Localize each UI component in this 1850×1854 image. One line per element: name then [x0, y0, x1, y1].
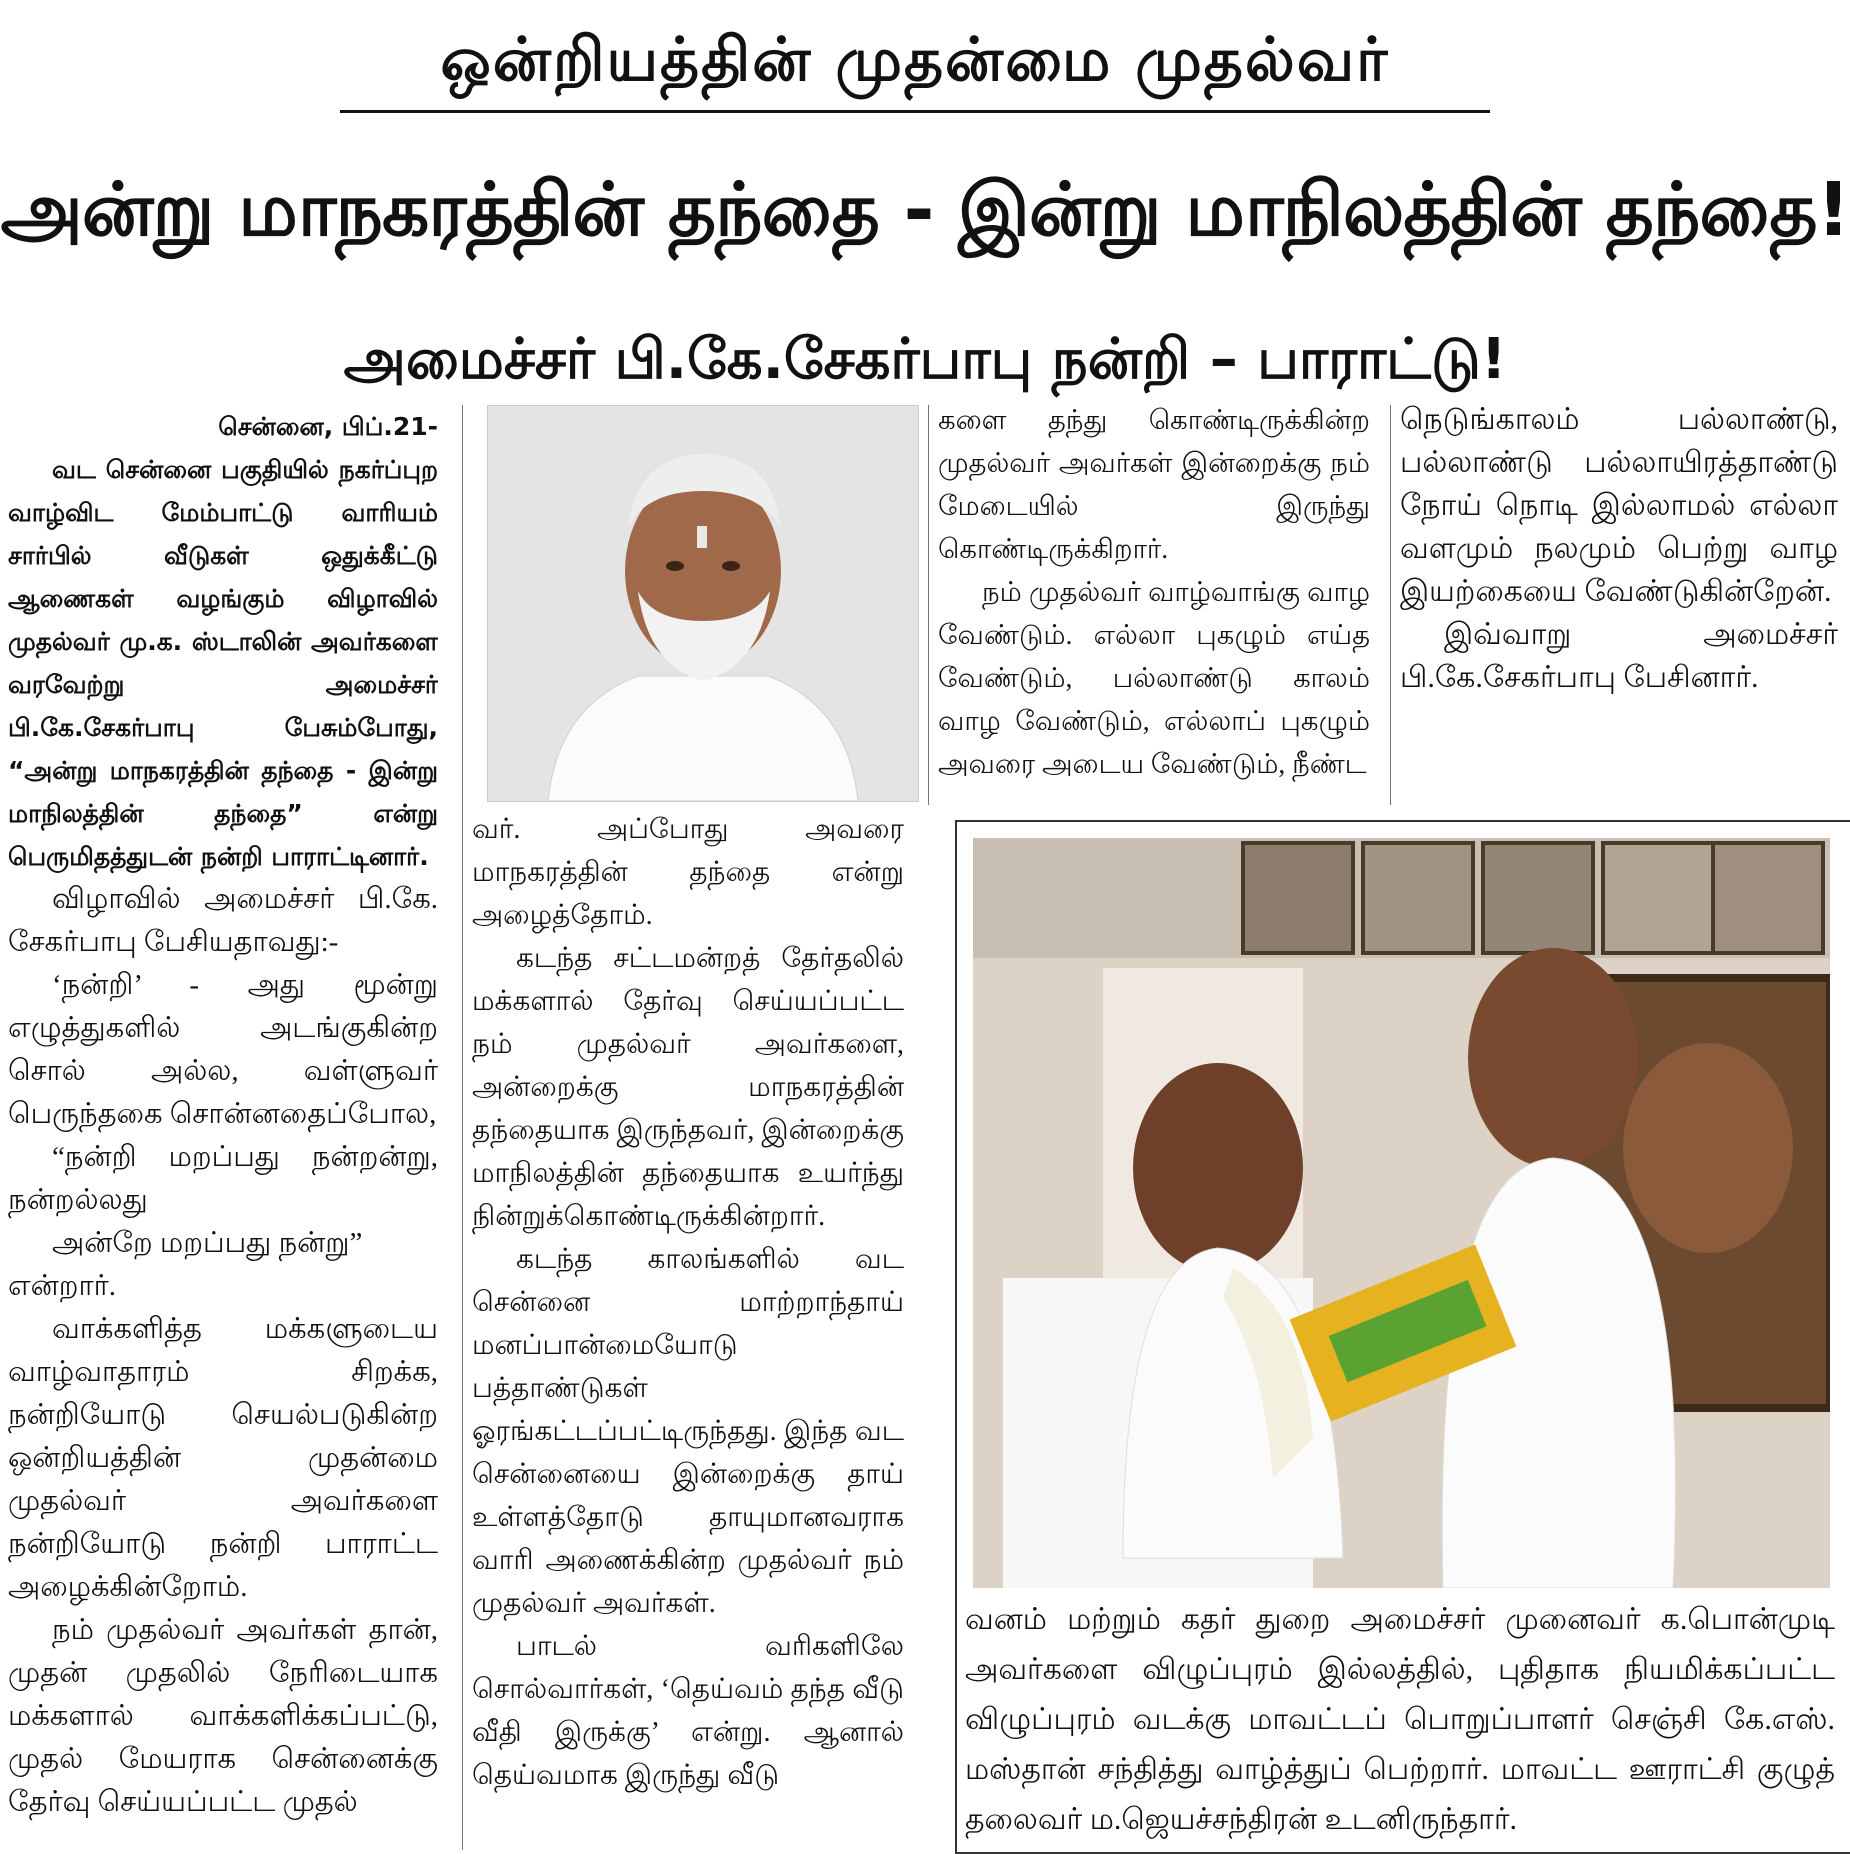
quote-line: அன்றே மறப்பது நன்று” — [52, 1227, 363, 1259]
article-column-1 — [8, 405, 438, 1850]
paragraph: நம் முதல்வர் வாழ்வாங்கு வாழ வேண்டும். எல்லா புகழும் எய்த வேண்டும், பல்லாண்டு காலம் வாழ வேண்டும், எல்லாப் புகழும் அவரை அடைய வேண்டும், நீண்ட — [938, 576, 1370, 779]
paragraph: நம் முதல்வர் அவர்கள் தான், முதன் முதலில் நேரிடையாக மக்களால் வாக்களிக்கப்பட்டு, முதல் மேயராக சென்னைக்கு தேர்வு செய்யப்பட்ட முதல் — [8, 1614, 438, 1818]
portrait-photo — [487, 405, 919, 802]
kicker-heading: ஒன்றியத்தின் முதன்மை முதல்வர் — [340, 10, 1490, 113]
lead-paragraph: வட சென்னை பகுதியில் நகர்ப்புற வாழ்விட மேம்பாட்டு வாரியம் சார்பில் வீடுகள் ஒதுக்கீட்டு ஆணைகள் வழங்கும் விழாவில் முதல்வர் மு.க. ஸ்டாலின் அவர்களை வரவேற்று அமைச்சர் பி.கே.சேகர்பாபு பேசும்போது, “அன்று மாநகரத்தின் தந்தை - இன்று மாநிலத்தின் தந்தை” என்று பெருமிதத்துடன் நன்றி பாராட்டினார். — [8, 455, 438, 871]
paragraph: என்றார். — [8, 1270, 117, 1302]
column-divider — [928, 405, 929, 805]
paragraph: ‘நன்றி’ - அது மூன்று எழுத்துகளில் அடங்குகின்ற சொல் அல்ல, வள்ளுவர் பெருந்தகை சொன்னதைப்போல, — [8, 969, 438, 1130]
paragraph: வர். அப்போது அவரை மாநகரத்தின் தந்தை என்று அழைத்தோம். — [472, 814, 904, 931]
paragraph: நெடுங்காலம் பல்லாண்டு, பல்லாண்டு பல்லாயிரத்தாண்டு நோய் நொடி இல்லாமல் எல்லா வளமும் நலமும் பெற்று வாழ இயற்கையை வேண்டுகின்றேன். — [1400, 403, 1838, 608]
column-divider — [462, 405, 463, 1850]
portrait-image — [488, 406, 918, 801]
paragraph: பாடல் வரிகளிலே சொல்வார்கள், ‘தெய்வம் தந்த வீடு வீதி இருக்கு’ என்று. ஆனால் தெய்வமாக இருந்து வீடு — [472, 1631, 904, 1791]
dateline: சென்னை, பிப்.21- — [218, 412, 438, 441]
paragraph: கடந்த காலங்களில் வட சென்னை மாற்றாந்தாய் மனப்பான்மையோடு பத்தாண்டுகள் ஓரங்கட்டப்பட்டிருந்தது. இந்த வட சென்னையை இன்றைக்கு தாய் உள்ளத்தோடு தாயுமானவராக வாரி அணைக்கின்ற முதல்வர் நம் முதல்வர் அவர்கள். — [472, 1244, 904, 1619]
paragraph: கடந்த சட்டமன்றத் தேர்தலில் மக்களால் தேர்வு செய்யப்பட்ட நம் முதல்வர் அவர்களை, அன்றைக்கு மாநகரத்தின் தந்தையாக இருந்தவர், இன்றைக்கு மாநிலத்தின் தந்தையாக உயர்ந்து நின்றுக்கொண்டிருக்கின்றார். — [472, 943, 904, 1232]
article-column-3 — [938, 398, 1370, 798]
article-column-4 — [1400, 398, 1838, 798]
paragraph: விழாவில் அமைச்சர் பி.கே. சேகர்பாபு பேசியதாவது:- — [8, 883, 438, 958]
quote-line: “நன்றி மறப்பது நன்றன்று, நன்றல்லது — [8, 1141, 438, 1216]
paragraph: இவ்வாறு அமைச்சர் பி.கே.சேகர்பாபு பேசினார். — [1400, 618, 1838, 694]
paragraph: களை தந்து கொண்டிருக்கின்ற முதல்வர் அவர்கள் இன்றைக்கு நம் மேடையில் இருந்து கொண்டிருக்கிறார். — [938, 404, 1370, 564]
photo-caption: வனம் மற்றும் கதர் துறை அமைச்சர் முனைவர் க.பொன்முடி அவர்களை விழுப்புரம் இல்லத்தில், புதிதாக நியமிக்கப்பட்ட விழுப்புரம் வடக்கு மாவட்டப் பொறுப்பாளர் செஞ்சி கே.எஸ். மஸ்தான் சந்தித்து வாழ்த்துப் பெற்றார். மாவட்ட ஊராட்சி குழுத் தலைவர் ம.ஜெயச்சந்திரன் உடனிருந்தார். — [965, 1603, 1835, 1836]
article-column-2 — [472, 808, 904, 1850]
news-photo — [973, 838, 1830, 1588]
paragraph: வாக்களித்த மக்களுடைய வாழ்வாதாரம் சிறக்க, நன்றியோடு செயல்படுகின்ற ஒன்றியத்தின் முதன்மை முதல்வர் அவர்களை நன்றியோடு நன்றி பாராட்ட அழைக்கின்றோம். — [8, 1313, 438, 1603]
sub-headline: அமைச்சர் பி.கே.சேகர்பாபு நன்றி – பாராட்டு! — [343, 327, 1507, 392]
news-photo-image — [973, 838, 1830, 1588]
column-divider — [1390, 405, 1391, 805]
main-headline: அன்று மாநகரத்தின் தந்தை - இன்று மாநிலத்தின் தந்தை! — [0, 167, 1850, 253]
